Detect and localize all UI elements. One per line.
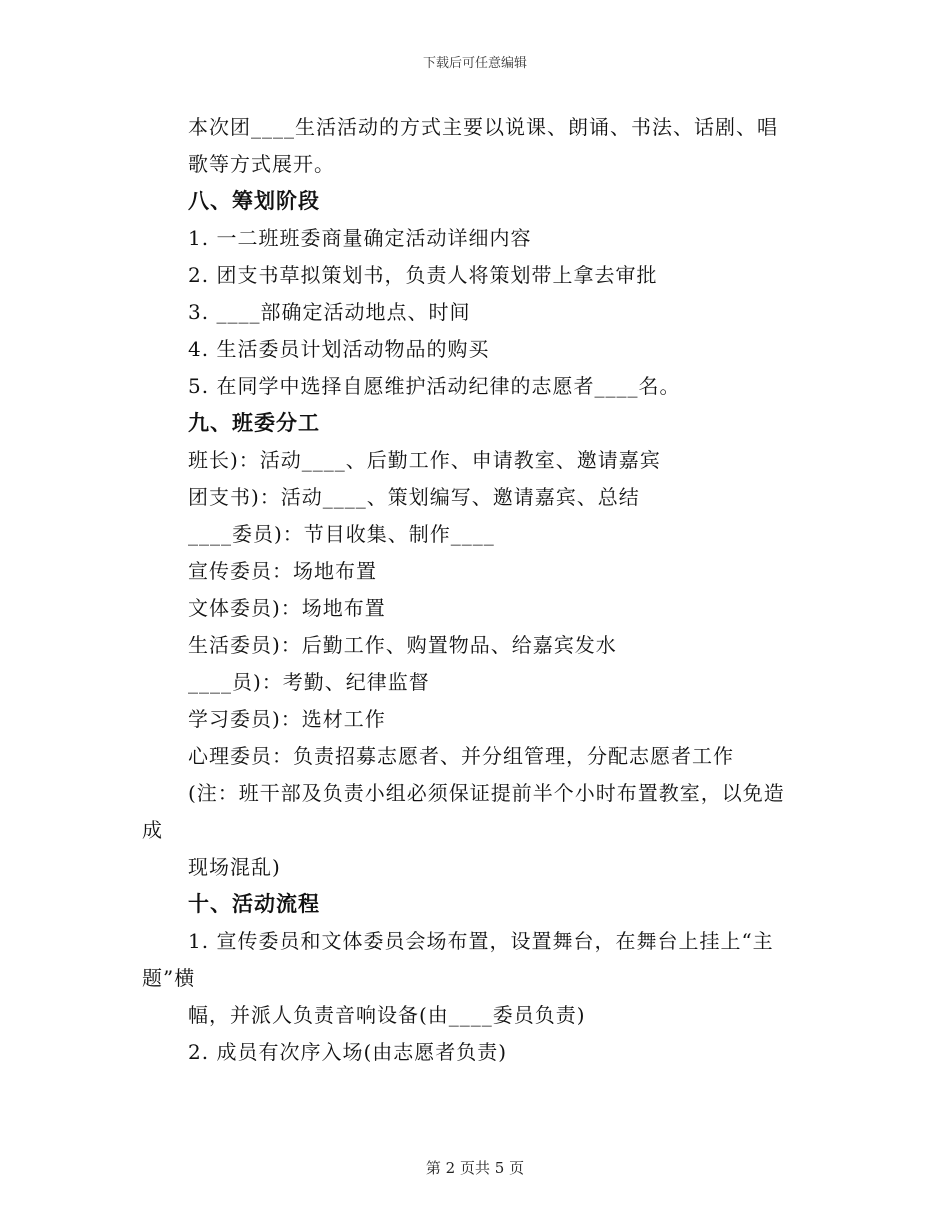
list-item: 2. 团支书草拟策划书，负责人将策划带上拿去审批	[188, 263, 658, 287]
paragraph-line: 歌等方式展开。	[188, 152, 335, 176]
paragraph-line: 本次团____生活活动的方式主要以说课、朗诵、书法、话剧、唱	[188, 115, 778, 139]
role-item: 宣传委员：场地布置	[188, 559, 377, 583]
page-header: 下载后可任意编辑	[422, 56, 527, 71]
page-footer: 第 2 页共 5 页	[425, 1159, 525, 1177]
list-item: 幅，并派人负责音响设备(由____委员负责)	[188, 1003, 586, 1027]
list-item: 1. 一二班班委商量确定活动详细内容	[188, 226, 532, 250]
section-heading-planning: 八、筹划阶段	[188, 188, 320, 213]
role-item: 团支书)：活动____、策划编写、邀请嘉宾、总结	[188, 485, 640, 509]
list-item: 题”横	[142, 966, 196, 990]
role-item: 心理委员：负责招募志愿者、并分组管理，分配志愿者工作	[188, 744, 734, 768]
list-item: 5. 在同学中选择自愿维护活动纪律的志愿者____名。	[188, 374, 681, 398]
list-item: 2. 成员有次序入场(由志愿者负责)	[188, 1040, 508, 1064]
role-item: 生活委员)：后勤工作、购置物品、给嘉宾发水	[188, 633, 617, 657]
list-item: 3. ____部确定活动地点、时间	[188, 300, 471, 324]
section-heading-roles: 九、班委分工	[188, 410, 320, 435]
role-item: 班长)：活动____、后勤工作、申请教室、邀请嘉宾	[188, 448, 661, 472]
note-line: 现场混乱)	[188, 855, 281, 879]
note-line: 成	[142, 818, 163, 842]
role-item: 学习委员)：选材工作	[188, 707, 386, 731]
section-heading-process: 十、活动流程	[188, 891, 320, 916]
role-item: 文体委员)：场地布置	[188, 596, 386, 620]
role-item: ____员)：考勤、纪律监督	[188, 670, 430, 694]
list-item: 4. 生活委员计划活动物品的购买	[188, 337, 490, 361]
note-line: (注：班干部及负责小组必须保证提前半个小时布置教室，以免造	[188, 781, 785, 805]
role-item: ____委员)：节目收集、制作____	[188, 522, 495, 546]
list-item: 1. 宣传委员和文体委员会场布置，设置舞台，在舞台上挂上“主	[188, 929, 774, 953]
